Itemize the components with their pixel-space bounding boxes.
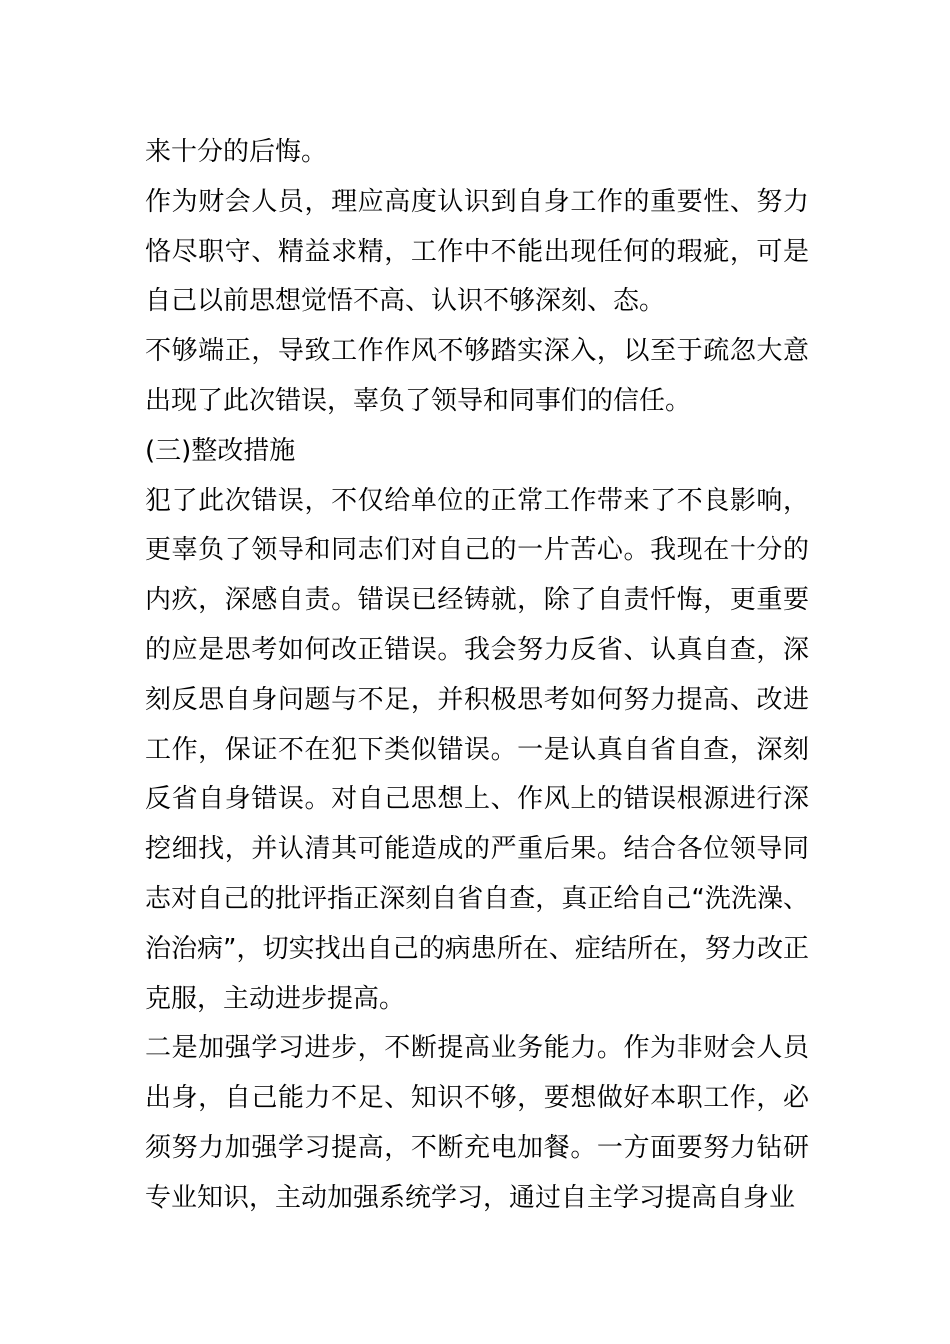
paragraph-role-awareness: 作为财会人员，理应高度认识到自身工作的重要性、努力恪尽职守、精益求精，工作中不能出现任何的瑕疵，可是自己以前思想觉悟不高、认识不够深刻、态。 <box>145 186 809 317</box>
paragraph-attitude: 不够端正，导致工作作风不够踏实深入，以至于疏忽大意出现了此次错误，辜负了领导和同事们的信任。 <box>145 336 809 416</box>
paragraph-regret: 来十分的后悔。 <box>145 137 328 167</box>
document-page <box>145 128 809 1224</box>
paragraph-self-review: 犯了此次错误，不仅给单位的正常工作带来了不良影响，更辜负了领导和同志们对自己的一片苦心。我现在十分的内疚，深感自责。错误已经铸就，除了自责忏悔，更重要的应是思考如何改正错误。我会努力反省、认真自查，深刻反思自身问题与不足，并积极思考如何努力提高、改进工作，保证不在犯下类似错误。一是认真自省自查，深刻反省自身错误。对自己思想上、作风上的错误根源进行深挖细找，并认清其可能造成的严重后果。结合各位领导同志对自己的批评指正深刻自省自查，真正给自己“洗洗澡、治治病”，切实找出自己的病患所在、症结所在，努力改正克服，主动进步提高。 <box>145 485 809 1014</box>
section-heading-rectification: (三)整改措施 <box>145 435 296 466</box>
paragraph-study: 二是加强学习进步，不断提高业务能力。作为非财会人员出身，自己能力不足、知识不够，要想做好本职工作，必须努力加强学习提高，不断充电加餐。一方面要努力钻研专业知识，主动加强系统学习，通过自主学习提高自身业 <box>145 1033 809 1213</box>
